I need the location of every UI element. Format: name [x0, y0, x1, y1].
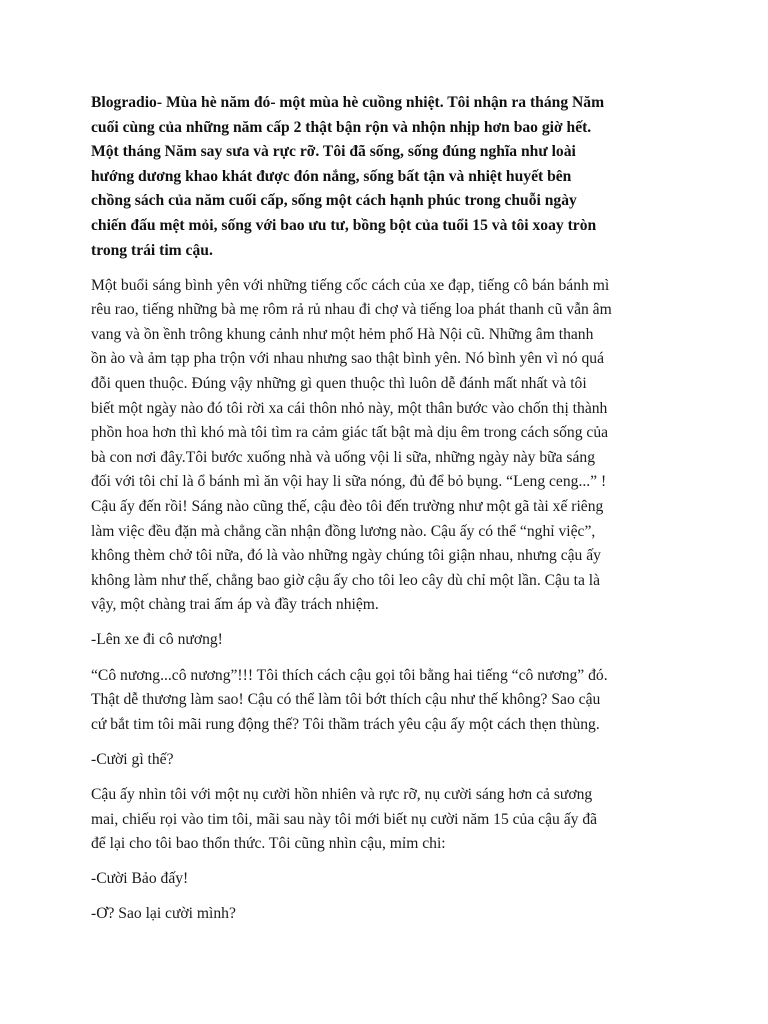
- paragraph-line: vậy, một chàng trai ấm áp và đầy trách nhiệm.: [91, 596, 379, 614]
- intro-line: trong trái tim cậu.: [91, 241, 213, 259]
- intro-line: Blogradio- Mùa hè năm đó- một mùa hè cuồng nhiệt. Tôi nhận ra tháng Năm: [91, 94, 605, 111]
- paragraph-line: Cậu ấy đến rồi! Sáng nào cũng thế, cậu đèo tôi đến trường như một gã tài xế riêng: [91, 498, 604, 515]
- paragraph-line: Thật dễ thương làm sao! Cậu có thể làm tôi bớt thích cậu như thế không? Sao cậu: [91, 691, 601, 709]
- paragraph-line: bà con nơi đây.Tôi bước xuống nhà và uống vội li sữa, những ngày này bữa sáng: [91, 448, 596, 466]
- paragraph-line: cứ bắt tim tôi mãi rung động thế? Tôi thầm trách yêu cậu ấy một cách thẹn thùng.: [91, 715, 600, 733]
- intro-line: hướng dương khao khát được đón nắng, sống bất tận và nhiệt huyết bên: [91, 167, 572, 185]
- intro-line: chiến đấu mệt mỏi, sống với bao ưu tư, bồng bột của tuổi 15 và tôi xoay tròn: [91, 216, 597, 234]
- paragraph-line: Cậu ấy nhìn tôi với một nụ cười hồn nhiên và rực rỡ, nụ cười sáng hơn cả sương: [91, 785, 593, 803]
- paragraph-line: biết một ngày nào đó tôi rời xa cái thôn nhỏ này, một thân bước vào chốn thị thành: [91, 399, 608, 417]
- paragraph-line: không thèm chở tôi nữa, đó là vào những ngày chúng tôi giận nhau, nhưng cậu ấy: [91, 547, 601, 565]
- intro-line: cuối cùng của những năm cấp 2 thật bận rộn và nhộn nhịp hơn bao giờ hết.: [91, 118, 592, 136]
- paragraph-line: Một buổi sáng bình yên với những tiếng cốc cách của xe đạp, tiếng cô bán bánh mì: [91, 276, 610, 294]
- intro-line: Một tháng Năm say sưa và rực rỡ. Tôi đã sống, sống đúng nghĩa như loài: [91, 143, 576, 161]
- paragraph-line: làm việc đều đặn mà chẳng cần nhận đồng lương nào. Cậu ấy có thể “nghỉ việc”,: [91, 522, 596, 540]
- paragraph-line: ồn ào và ảm tạp pha trộn với nhau nhưng sao thật bình yên. Nó bình yên vì nó quá: [91, 350, 605, 368]
- paragraph-line: mai, chiếu rọi vào tim tôi, mãi sau này tôi mới biết nụ cười năm 15 của cậu ấy đã: [91, 810, 598, 828]
- paragraph-line: rêu rao, tiếng những bà mẹ rôm rả rủ nhau đi chợ và tiếng loa phát thanh cũ vẫn âm: [91, 301, 612, 319]
- document-page: [91, 91, 695, 937]
- dialogue-line: -Ơ? Sao lại cười mình?: [91, 905, 236, 923]
- paragraph-line: không làm như thế, chẳng bao giờ cậu ấy cho tôi leo cây dù chỉ một lần. Cậu ta là: [91, 571, 601, 589]
- dialogue-line: -Cười Bảo đấy!: [91, 870, 189, 888]
- intro-paragraph: [91, 91, 695, 263]
- paragraph-line: đối với tôi chỉ là ổ bánh mì ăn vội hay li sữa nóng, đủ để bỏ bụng. “Leng ceng...” !: [91, 473, 607, 491]
- paragraph-line: đỗi quen thuộc. Đúng vậy những gì quen thuộc thì luôn dễ đánh mất nhất và tôi: [91, 375, 587, 393]
- paragraph-line: vang và ồn ềnh trông khung cảnh như một hẻm phố Hà Nội cũ. Những âm thanh: [91, 325, 594, 343]
- intro-line: chồng sách của năm cuối cấp, sống một cách hạnh phúc trong chuỗi ngày: [91, 192, 577, 210]
- paragraph-line: để lại cho tôi bao thổn thức. Tôi cũng nhìn cậu, mỉm chi:: [91, 835, 446, 853]
- paragraph-line: phồn hoa hơn thì khó mà tôi tìm ra cảm giác tất bật mà dịu êm trong cách sống của: [91, 424, 609, 442]
- story-paragraph: [91, 274, 695, 618]
- dialogue-line: -Cười gì thế?: [91, 750, 174, 768]
- story-paragraph: [91, 783, 695, 857]
- story-paragraph: [91, 664, 695, 738]
- dialogue-line: -Lên xe đi cô nương!: [91, 631, 223, 649]
- paragraph-line: “Cô nương...cô nương”!!! Tôi thích cách cậu gọi tôi bằng hai tiếng “cô nương” đó.: [91, 666, 608, 684]
